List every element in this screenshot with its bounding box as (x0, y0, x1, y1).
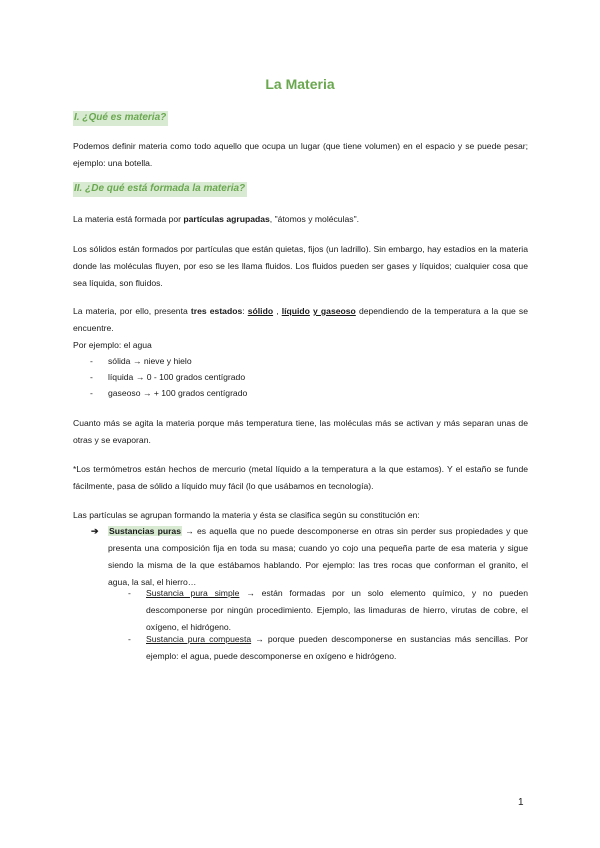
paragraph-three-states (73, 303, 528, 337)
text-run: : (242, 306, 248, 316)
simple-substance-label: Sustancia pura simple (146, 588, 240, 598)
list-item: sólida → nieve y hielo (108, 356, 192, 366)
page-title: La Materia (265, 76, 335, 92)
text-run: La materia, por ello, presenta (73, 306, 191, 316)
bold-underlined-text: líquido (281, 306, 310, 316)
dash-bullet: - (90, 372, 93, 382)
text-run: dependiendo de la temperatura a la que se encuentre. (73, 306, 528, 333)
text-run: → están formadas por un solo elemento químico, y no pueden descomponerse por ningún procedimiento. Ejemplo, las limaduras de hierro, virutas de cobre, el oxígeno, el hidrógeno. (146, 588, 528, 632)
bold-text: partículas agrupadas (183, 214, 270, 224)
bold-underlined-text: sólido (247, 306, 274, 316)
paragraph-definition: Podemos definir materia como todo aquello que ocupa un lugar (que tiene volumen) en el espacio y se puede pesar; ejemplo: una botella. (73, 141, 528, 168)
paragraph-solids-fluids: Los sólidos están formados por partículas que están quietas, fijos (un ladrillo). Sin embargo, hay estadios en la materia donde las moléculas fluyen, por eso se les llama fluidos. Los fluidos pueden ser gases y líquidos; cualquier cosa que sea líquida, son fluidos. (73, 244, 528, 288)
paragraph-classification: Las partículas se agrupan formando la materia y ésta se clasifica según su constitución en: (73, 510, 420, 520)
bold-text: tres estados (190, 306, 243, 316)
text-run: → porque pueden descomponerse en sustancias más sencillas. Por ejemplo: el agua, puede descomponerse en oxígeno e hidrógeno. (146, 634, 528, 661)
section-heading-composition: II. ¿De qué está formada la materia? (73, 182, 247, 197)
text-run: → es aquella que no puede descomponerse en otras sin perder sus propiedades y que presenta una composición fija en toda su masa; cuando yo cojo una pequeña parte de esa materia y sigue siendo la misma de la que estábamos hablando. Por ejemplo: las tres rocas que conforman el granito, el agua, la sal, el hierro… (108, 526, 528, 587)
list-item: gaseoso → + 100 grados centígrado (108, 388, 248, 398)
list-item: líquida → 0 - 100 grados centígrado (108, 372, 246, 382)
dash-bullet: - (128, 634, 131, 644)
pure-substances-item (108, 523, 528, 591)
bold-underlined-text: y gaseoso (313, 306, 356, 316)
simple-substance-item (146, 585, 528, 636)
arrow-bullet-icon: ➔ (91, 526, 99, 536)
text-run: , (273, 306, 282, 316)
text-run: La materia está formada por (73, 214, 184, 224)
compound-substance-label: Sustancia pura compuesta (146, 634, 252, 644)
dash-bullet: - (90, 388, 93, 398)
pure-substances-label: Sustancias puras (109, 526, 181, 536)
paragraph-particles (73, 211, 528, 228)
paragraph-thermometers: *Los termómetros están hechos de mercurio (metal líquido a la temperatura a la que estamos). Y el estaño se funde fácilmente, pasa de sólido a líquido muy fácil (lo que usábamos en tecnología). (73, 464, 528, 491)
section-heading-what-is-matter: I. ¿Qué es materia? (73, 111, 168, 126)
page-number: 1 (518, 797, 524, 808)
dash-bullet: - (128, 588, 131, 598)
text-run: , "átomos y moléculas". (269, 214, 360, 224)
paragraph-temperature: Cuanto más se agita la materia porque más temperatura tiene, las moléculas más se activan y más separan unas de otras y se evaporan. (73, 418, 528, 445)
compound-substance-item (146, 631, 528, 665)
dash-bullet: - (90, 356, 93, 366)
example-label: Por ejemplo: el agua (73, 340, 152, 350)
